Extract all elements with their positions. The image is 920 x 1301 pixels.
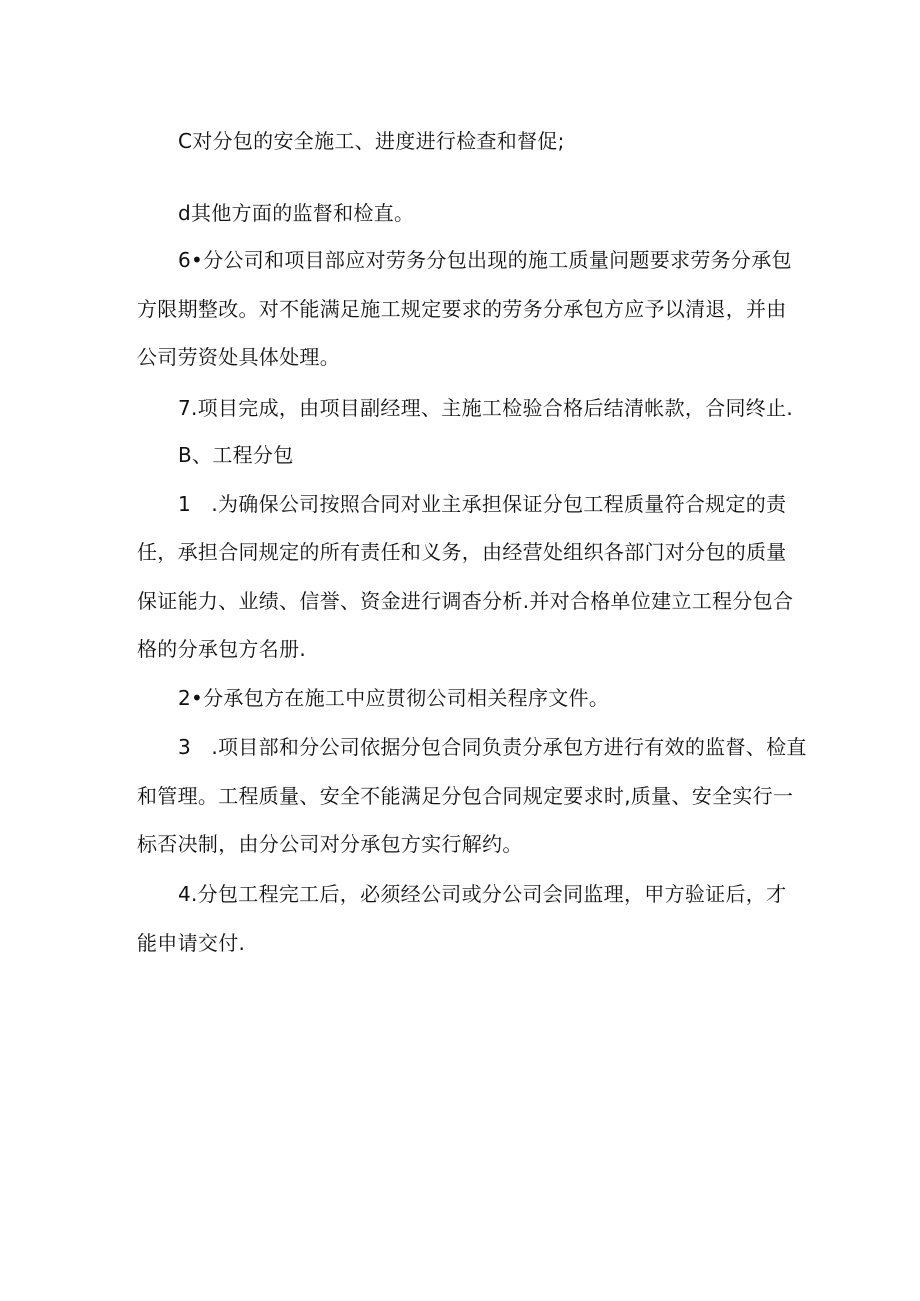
text-line-item-d: d其他方面的监督和检直。 [178,201,415,225]
text-line: 格的分承包方名册. [137,637,307,661]
text-line: 能申请交付. [137,931,246,955]
text-line: 任，承担合同规定的所有责任和义务，由经营处组织各部门对分包的质量 [137,540,787,564]
text-line-item-2: 2•分承包方在施工中应贯彻公司相关程序文件。 [178,686,610,710]
text-line-item-c: C对分包的安全施工、进度进行检查和督促; [178,129,565,153]
text-line: 和管理。工程质量、安全不能满足分包合同规定要求时,质量、安全实行一 [137,784,794,808]
text-line-item-4: 4.分包工程完工后，必须经公司或分公司会同监理，甲方验证后，才 [178,882,787,906]
text-line: 方限期整改。对不能满足施工规定要求的劳务分承包方应予以清退，并由 [137,297,787,321]
text-line-item-7: 7.项目完成，由项目副经理、主施工检验合格后结清帐款，合同终止. [178,396,794,420]
section-heading-b: B、工程分包 [178,443,294,467]
text-line-item-3: 3 .项目部和分公司依据分包合同负责分承包方进行有效的监督、检直 [178,735,807,759]
text-line: 保证能力、业绩、信誉、资金进行调杳分析.并对合格单位建立工程分包合 [137,589,794,613]
text-line: 标否决制，由分公司对分承包方实行解约。 [137,832,523,856]
text-line-item-1: 1 .为确保公司按照合同对业主承担保证分包工程质量符合规定的责 [178,492,787,516]
text-line: 公司劳资处具体处理。 [137,345,340,369]
text-line-item-6: 6•分公司和项目部应对劳务分包出现的施工质量问题要求劳务分承包 [178,248,792,272]
